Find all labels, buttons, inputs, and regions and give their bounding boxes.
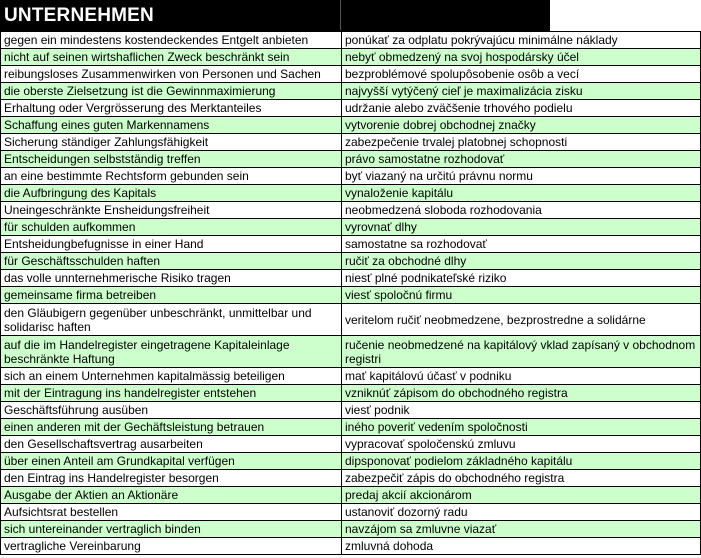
german-term-cell[interactable]: Schaffung eines guten Markennamens <box>1 117 342 134</box>
table-row <box>1 487 701 504</box>
german-term-cell[interactable]: Erhaltung oder Vergrösserung des Merktanteiles <box>1 100 342 117</box>
table-row <box>1 287 701 304</box>
german-term-cell[interactable]: auf die im Handelregister eingetragene Kapitaleinlage beschränkte Haftung <box>1 336 342 368</box>
table-row <box>1 402 701 419</box>
slovak-translation-cell[interactable]: udržanie alebo zväčšenie trhového podielu <box>342 100 701 117</box>
slovak-translation-cell[interactable]: zabezpečiť zápis do obchodného registra <box>342 470 701 487</box>
table-row <box>1 385 701 402</box>
table-row <box>1 419 701 436</box>
german-term-cell[interactable]: an eine bestimmte Rechtsform gebunden sein <box>1 168 342 185</box>
table-row <box>1 151 701 168</box>
slovak-translation-cell[interactable]: neobmedzená sloboda rozhodovania <box>342 202 701 219</box>
table-row <box>1 368 701 385</box>
slovak-translation-cell[interactable]: vynaloženie kapitálu <box>342 185 701 202</box>
german-term-cell[interactable]: den Eintrag ins Handelregister besorgen <box>1 470 342 487</box>
slovak-translation-cell[interactable]: navzájom sa zmluvne viazať <box>342 521 701 538</box>
german-term-cell[interactable]: Ausgabe der Aktien an Aktionäre <box>1 487 342 504</box>
table-row <box>1 504 701 521</box>
table-row <box>1 168 701 185</box>
slovak-translation-cell[interactable]: viesť podnik <box>342 402 701 419</box>
german-term-cell[interactable]: Geschäftsführung ausüben <box>1 402 342 419</box>
german-term-cell[interactable]: Aufsichtsrat bestellen <box>1 504 342 521</box>
slovak-translation-cell[interactable]: zabezpečenie trvalej platobnej schopnosti <box>342 134 701 151</box>
table-row <box>1 538 701 555</box>
slovak-translation-cell[interactable]: viesť spoločnú firmu <box>342 287 701 304</box>
title-row <box>0 0 550 31</box>
german-term-cell[interactable]: vertragliche Vereinbarung <box>1 538 342 555</box>
german-term-cell[interactable]: über einen Anteil am Grundkapital verfügen <box>1 453 342 470</box>
table-row <box>1 253 701 270</box>
german-term-cell[interactable]: für Geschäftsschulden haften <box>1 253 342 270</box>
title-empty-cell[interactable] <box>341 0 550 30</box>
german-term-cell[interactable]: einen anderen mit der Gechäftsleistung betrauen <box>1 419 342 436</box>
slovak-translation-cell[interactable]: veritelom ručiť neobmedzene, bezprostredne a solidárne <box>342 304 701 336</box>
vocabulary-table <box>0 31 701 555</box>
slovak-translation-cell[interactable]: zmluvná dohoda <box>342 538 701 555</box>
table-row <box>1 185 701 202</box>
table-row <box>1 100 701 117</box>
table-row <box>1 66 701 83</box>
german-term-cell[interactable]: mit der Eintragung ins handelregister entstehen <box>1 385 342 402</box>
sheet-title[interactable]: UNTERNEHMEN <box>0 0 341 30</box>
german-term-cell[interactable]: nicht auf seinen wirtshaflichen Zweck beschränkt sein <box>1 49 342 66</box>
slovak-translation-cell[interactable]: dipsponovať podielom základného kapitálu <box>342 453 701 470</box>
slovak-translation-cell[interactable]: mať kapitálovú účasť v podniku <box>342 368 701 385</box>
table-row <box>1 236 701 253</box>
slovak-translation-cell[interactable]: byť viazaný na určitú právnu normu <box>342 168 701 185</box>
table-row <box>1 270 701 287</box>
table-row <box>1 49 701 66</box>
table-row <box>1 202 701 219</box>
vocabulary-rows <box>1 32 701 555</box>
slovak-translation-cell[interactable]: ručiť za obchodné dlhy <box>342 253 701 270</box>
table-row <box>1 83 701 100</box>
german-term-cell[interactable]: gemeinsame firma betreiben <box>1 287 342 304</box>
slovak-translation-cell[interactable]: najvyšší vytýčený cieľ je maximalizácia zisku <box>342 83 701 100</box>
german-term-cell[interactable]: die oberste Zielsetzung ist die Gewinnmaximierung <box>1 83 342 100</box>
german-term-cell[interactable]: sich an einem Unternehmen kapitalmässig beteiligen <box>1 368 342 385</box>
slovak-translation-cell[interactable]: nebyť obmedzený na svoj hospodársky účel <box>342 49 701 66</box>
german-term-cell[interactable]: das volle unnternehmerische Risiko tragen <box>1 270 342 287</box>
slovak-translation-cell[interactable]: ponúkať za odplatu pokrývajúcu minimálne náklady <box>342 32 701 49</box>
slovak-translation-cell[interactable]: niesť plné podnikateľské riziko <box>342 270 701 287</box>
german-term-cell[interactable]: Sicherung ständiger Zahlungsfähigkeit <box>1 134 342 151</box>
table-row <box>1 117 701 134</box>
german-term-cell[interactable]: Entsheidungbefugnisse in einer Hand <box>1 236 342 253</box>
german-term-cell[interactable]: Entscheidungen selbstständig treffen <box>1 151 342 168</box>
german-term-cell[interactable]: gegen ein mindestens kostendeckendes Entgelt anbieten <box>1 32 342 49</box>
table-row <box>1 32 701 49</box>
german-term-cell[interactable]: für schulden aufkommen <box>1 219 342 236</box>
german-term-cell[interactable]: die Aufbringung des Kapitals <box>1 185 342 202</box>
slovak-translation-cell[interactable]: ručenie neobmedzené na kapitálový vklad zapísaný v obchodnom registri <box>342 336 701 368</box>
table-row <box>1 304 701 336</box>
table-row <box>1 219 701 236</box>
slovak-translation-cell[interactable]: vypracovať spoločenskú zmluvu <box>342 436 701 453</box>
slovak-translation-cell[interactable]: predaj akcií akcionárom <box>342 487 701 504</box>
table-row <box>1 436 701 453</box>
slovak-translation-cell[interactable]: vytvorenie dobrej obchodnej značky <box>342 117 701 134</box>
slovak-translation-cell[interactable]: samostatne sa rozhodovať <box>342 236 701 253</box>
german-term-cell[interactable]: den Gläubigern gegenüber unbeschränkt, unmittelbar und solidarisc haften <box>1 304 342 336</box>
german-term-cell[interactable]: Uneingeschränkte Ensheidungsfreiheit <box>1 202 342 219</box>
slovak-translation-cell[interactable]: ustanoviť dozorný radu <box>342 504 701 521</box>
table-row <box>1 470 701 487</box>
table-row <box>1 336 701 368</box>
table-row <box>1 134 701 151</box>
slovak-translation-cell[interactable]: právo samostatne rozhodovať <box>342 151 701 168</box>
slovak-translation-cell[interactable]: bezproblémové spolupôsobenie osôb a vecí <box>342 66 701 83</box>
slovak-translation-cell[interactable]: vzniknúť zápisom do obchodného registra <box>342 385 701 402</box>
table-row <box>1 453 701 470</box>
german-term-cell[interactable]: reibungsloses Zusammenwirken von Personen und Sachen <box>1 66 342 83</box>
slovak-translation-cell[interactable]: vyrovnať dlhy <box>342 219 701 236</box>
german-term-cell[interactable]: sich untereinander vertraglich binden <box>1 521 342 538</box>
table-row <box>1 521 701 538</box>
german-term-cell[interactable]: den Gesellschaftsvertrag ausarbeiten <box>1 436 342 453</box>
slovak-translation-cell[interactable]: iného poveriť vedením spoločnosti <box>342 419 701 436</box>
